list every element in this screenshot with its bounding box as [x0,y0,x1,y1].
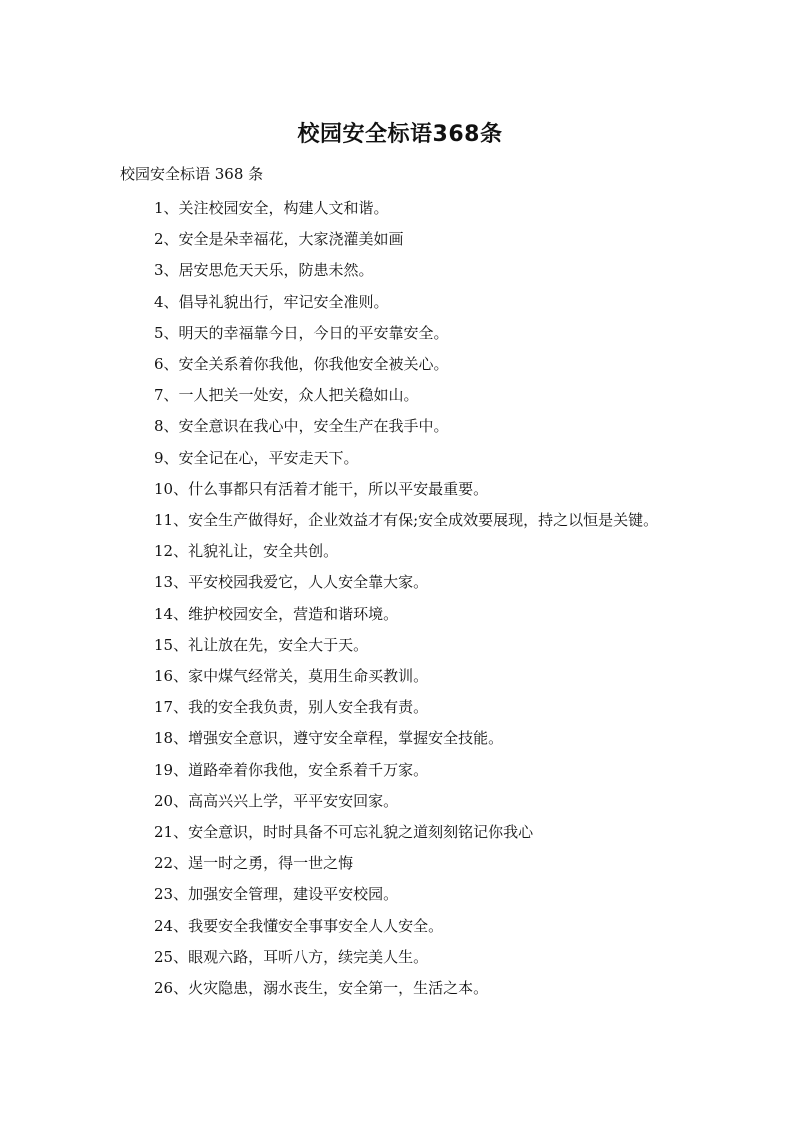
slogan-item: 17、我的安全我负责，别人安全我有责。 [154,698,429,717]
slogan-list [120,193,680,1004]
slogan-item: 23、加强安全管理，建设平安校园。 [154,885,399,904]
slogan-item: 25、眼观六路，耳听八方，续完美人生。 [154,947,429,966]
slogan-item: 9、安全记在心，平安走天下。 [154,448,359,467]
slogan-item: 12、礼貌礼让，安全共创。 [154,542,339,561]
slogan-item: 13、平安校园我爱它，人人安全靠大家。 [154,573,429,592]
document-title: 校园安全标语368条 [297,122,503,147]
slogan-item: 5、明天的幸福靠今日，今日的平安靠安全。 [154,323,449,342]
slogan-item: 7、一人把关一处安，众人把关稳如山。 [154,386,419,405]
slogan-item: 8、安全意识在我心中，安全生产在我手中。 [154,417,449,436]
slogan-item: 21、安全意识，时时具备不可忘礼貌之道刻刻铭记你我心 [154,823,534,842]
slogan-item: 1、关注校园安全，构建人文和谐。 [154,199,389,217]
document-subtitle: 校园安全标语 368 条 [120,165,264,183]
slogan-item: 26、火灾隐患，溺水丧生，安全第一，生活之本。 [154,979,489,998]
slogan-item: 4、倡导礼貌出行，牢记安全准则。 [154,292,389,311]
slogan-item: 10、什么事都只有活着才能干，所以平安最重要。 [154,479,489,498]
slogan-item: 16、家中煤气经常关，莫用生命买教训。 [154,667,429,686]
slogan-item: 24、我要安全我懂安全事事安全人人安全。 [154,916,444,935]
slogan-item: 15、礼让放在先，安全大于天。 [154,635,369,654]
slogan-item: 3、居安思危天天乐，防患未然。 [154,261,374,280]
slogan-item: 20、高高兴兴上学，平平安安回家。 [154,791,399,810]
slogan-item: 22、逞一时之勇，得一世之悔 [154,854,354,873]
slogan-item: 14、维护校园安全，营造和谐环境。 [154,604,399,623]
slogan-item: 6、安全关系着你我他，你我他安全被关心。 [154,355,449,374]
slogan-item: 19、道路牵着你我他，安全系着千万家。 [154,760,429,779]
slogan-item: 11、安全生产做得好，企业效益才有保;安全成效要展现，持之以恒是关键。 [154,511,659,530]
slogan-item: 18、增强安全意识，遵守安全章程，掌握安全技能。 [154,729,504,748]
slogan-item: 2、安全是朵幸福花，大家浇灌美如画 [154,230,404,249]
